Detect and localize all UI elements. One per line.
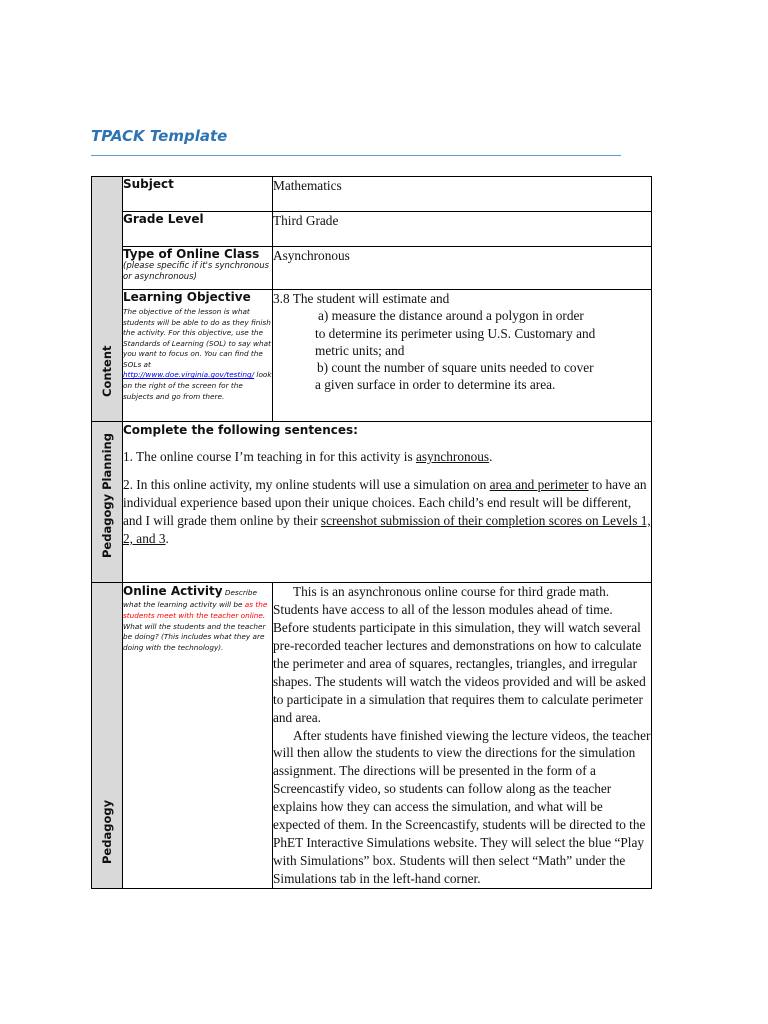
- grade-label: Grade Level: [123, 212, 204, 226]
- subject-label: Subject: [123, 177, 174, 191]
- section-label-pedagogy-planning: Pedagogy Planning: [100, 433, 114, 558]
- class-type-value: Asynchronous: [273, 247, 652, 290]
- grade-value: Third Grade: [273, 212, 652, 247]
- subject-label-cell: [123, 177, 273, 212]
- activity-label: Online Activity: [123, 584, 223, 598]
- objective-line: a) measure the distance around a polygon in order: [318, 308, 584, 324]
- section-label-pedagogy: Pedagogy: [100, 799, 114, 864]
- activity-label-cell: [123, 583, 273, 889]
- objective-note-text: The objective of the lesson is what students will be able to do as they finish the activity. For this objective, use the Standards of Learning (SOL) to say what you want to focus on. You can find the SOLs at: [123, 307, 271, 369]
- activity-value: [273, 583, 652, 889]
- planning-cell: [123, 422, 652, 583]
- objective-note: [123, 307, 272, 402]
- section-pedagogy-planning: [92, 422, 123, 583]
- activity-note-red: as the students meet with the teacher online: [123, 600, 268, 620]
- s1-prefix: 1. The online course I’m teaching in for this activity is: [123, 449, 416, 465]
- class-type-label: Type of Online Class: [123, 247, 260, 261]
- objective-line: 3.8 The student will estimate and: [273, 291, 450, 306]
- activity-note-b: . What will the students and the teacher be doing? (This includes what they are doing with the technology).: [123, 610, 266, 652]
- objective-line: a given surface in order to determine its area.: [315, 377, 556, 393]
- class-type-note: (please specific if it's synchronous or asynchronous): [123, 261, 270, 283]
- activity-note-a: Describe what the learning activity will be: [123, 588, 257, 610]
- subject-value: Mathematics: [273, 177, 652, 212]
- s2-middle: to have an individual experience based upon their unique choices. Each child’s end result will be different, and I will grade them online by their: [123, 477, 647, 528]
- objective-label-cell: [123, 290, 273, 422]
- sol-link[interactable]: http://www.doe.virginia.gov/testing/: [123, 370, 255, 380]
- s1-answer: asynchronous: [415, 449, 490, 465]
- title-divider: [91, 155, 621, 156]
- section-label-content: Content: [100, 345, 114, 397]
- objective-line: to determine its perimeter using U.S. Customary and: [315, 325, 596, 341]
- objective-value: [273, 290, 652, 422]
- s2-answer-1: area and perimeter: [489, 477, 589, 493]
- s2-prefix: 2. In this online activity, my online students will use a simulation on: [123, 477, 490, 493]
- grade-label-cell: [123, 212, 273, 247]
- planning-sentence-1: [123, 448, 651, 466]
- activity-note: [123, 583, 272, 653]
- objective-note-tail: look on the right of the screen for the subjects and go from there.: [123, 370, 272, 401]
- document-title: TPACK Template: [91, 127, 228, 145]
- s1-suffix: .: [489, 449, 493, 465]
- activity-paragraph-2: After students have finished viewing the lecture videos, the teacher will then allow the students to view the directions for the simulation assignment. The directions will be presented in the form of a Screencastify video, so students can follow along as the teacher explains how they can access the simulation, and what will be expected of them. In the Screencastify, students will be directed to the PhET Interactive Simulations website. They will select the blue “Play with Simulations” box. Students will then select “Math” under the Simulations tab in the left-hand corner.: [273, 727, 651, 886]
- planning-sentence-2: [123, 476, 651, 548]
- objective-line: metric units; and: [315, 342, 405, 358]
- planning-heading: Complete the following sentences:: [123, 423, 358, 437]
- section-content: [92, 177, 123, 422]
- objective-label: Learning Objective: [123, 290, 251, 304]
- section-pedagogy: [92, 583, 123, 889]
- class-type-label-cell: [123, 247, 273, 290]
- objective-line: b) count the number of square units needed to cover: [317, 360, 594, 376]
- activity-paragraph-1: This is an asynchronous online course for third grade math. Students have access to all of the lesson modules ahead of time. Before students participate in this simulation, they will watch several pre-recorded teacher lectures and demonstrations on how to calculate the perimeter and area of squares, rectangles, triangles, and irregular shapes. The students will watch the videos provided and will be asked to participate in a simulation that requires them to calculate perimeter and area.: [273, 584, 646, 725]
- s2-suffix: .: [165, 530, 169, 546]
- s2-answer-2: screenshot submission of their completion scores on Levels 1, 2, and 3: [123, 513, 651, 546]
- tpack-table: [91, 176, 652, 889]
